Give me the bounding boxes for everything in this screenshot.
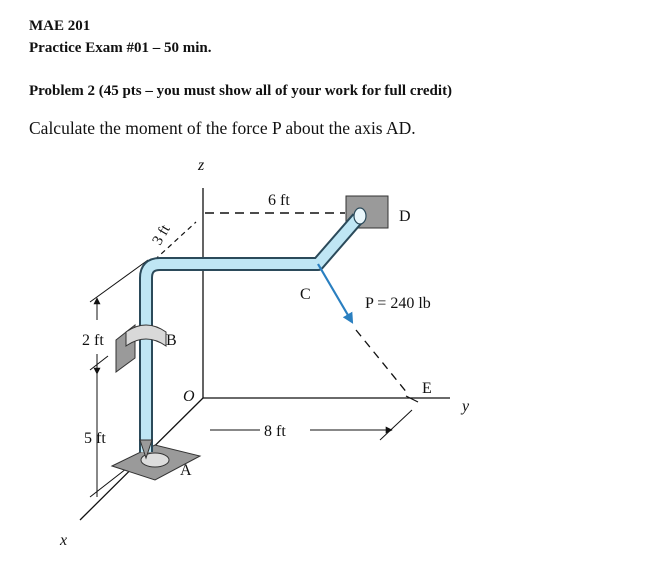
- force-label-p: P = 240 lb: [365, 295, 431, 312]
- label-y-axis: y: [462, 398, 470, 415]
- dim-label-6ft: 6 ft: [268, 192, 290, 209]
- problem-heading: Problem 2 (45 pts – you must show all of your work for full credit): [29, 83, 453, 99]
- pipe-body: [146, 218, 358, 452]
- dim-label-3ft: 3 ft: [149, 222, 174, 248]
- point-e-mark: [406, 396, 418, 402]
- problem-instruction: Calculate the moment of the force P about the axis AD.: [29, 118, 416, 138]
- dim-label-2ft: 2 ft: [82, 332, 104, 349]
- dashed-line-ce: [356, 330, 408, 394]
- label-point-b: B: [166, 332, 177, 349]
- dim-label-8ft: 8 ft: [264, 423, 286, 440]
- exam-title: Practice Exam #01 – 50 min.: [29, 40, 212, 56]
- course-title: MAE 201: [29, 18, 91, 34]
- label-point-a: A: [180, 462, 192, 479]
- label-point-e: E: [422, 380, 432, 397]
- label-x-axis: x: [60, 532, 68, 549]
- label-point-d: D: [399, 208, 411, 225]
- label-z-axis: z: [198, 157, 205, 174]
- label-point-c: C: [300, 286, 311, 303]
- dim-label-5ft: 5 ft: [84, 430, 106, 447]
- dim-8ft-tick: [380, 410, 412, 440]
- force-arrow-p: [318, 264, 352, 322]
- pipe-end-cap-d: [354, 208, 366, 224]
- dim-5ft-top-tick: [90, 356, 108, 370]
- label-point-o: O: [183, 388, 195, 405]
